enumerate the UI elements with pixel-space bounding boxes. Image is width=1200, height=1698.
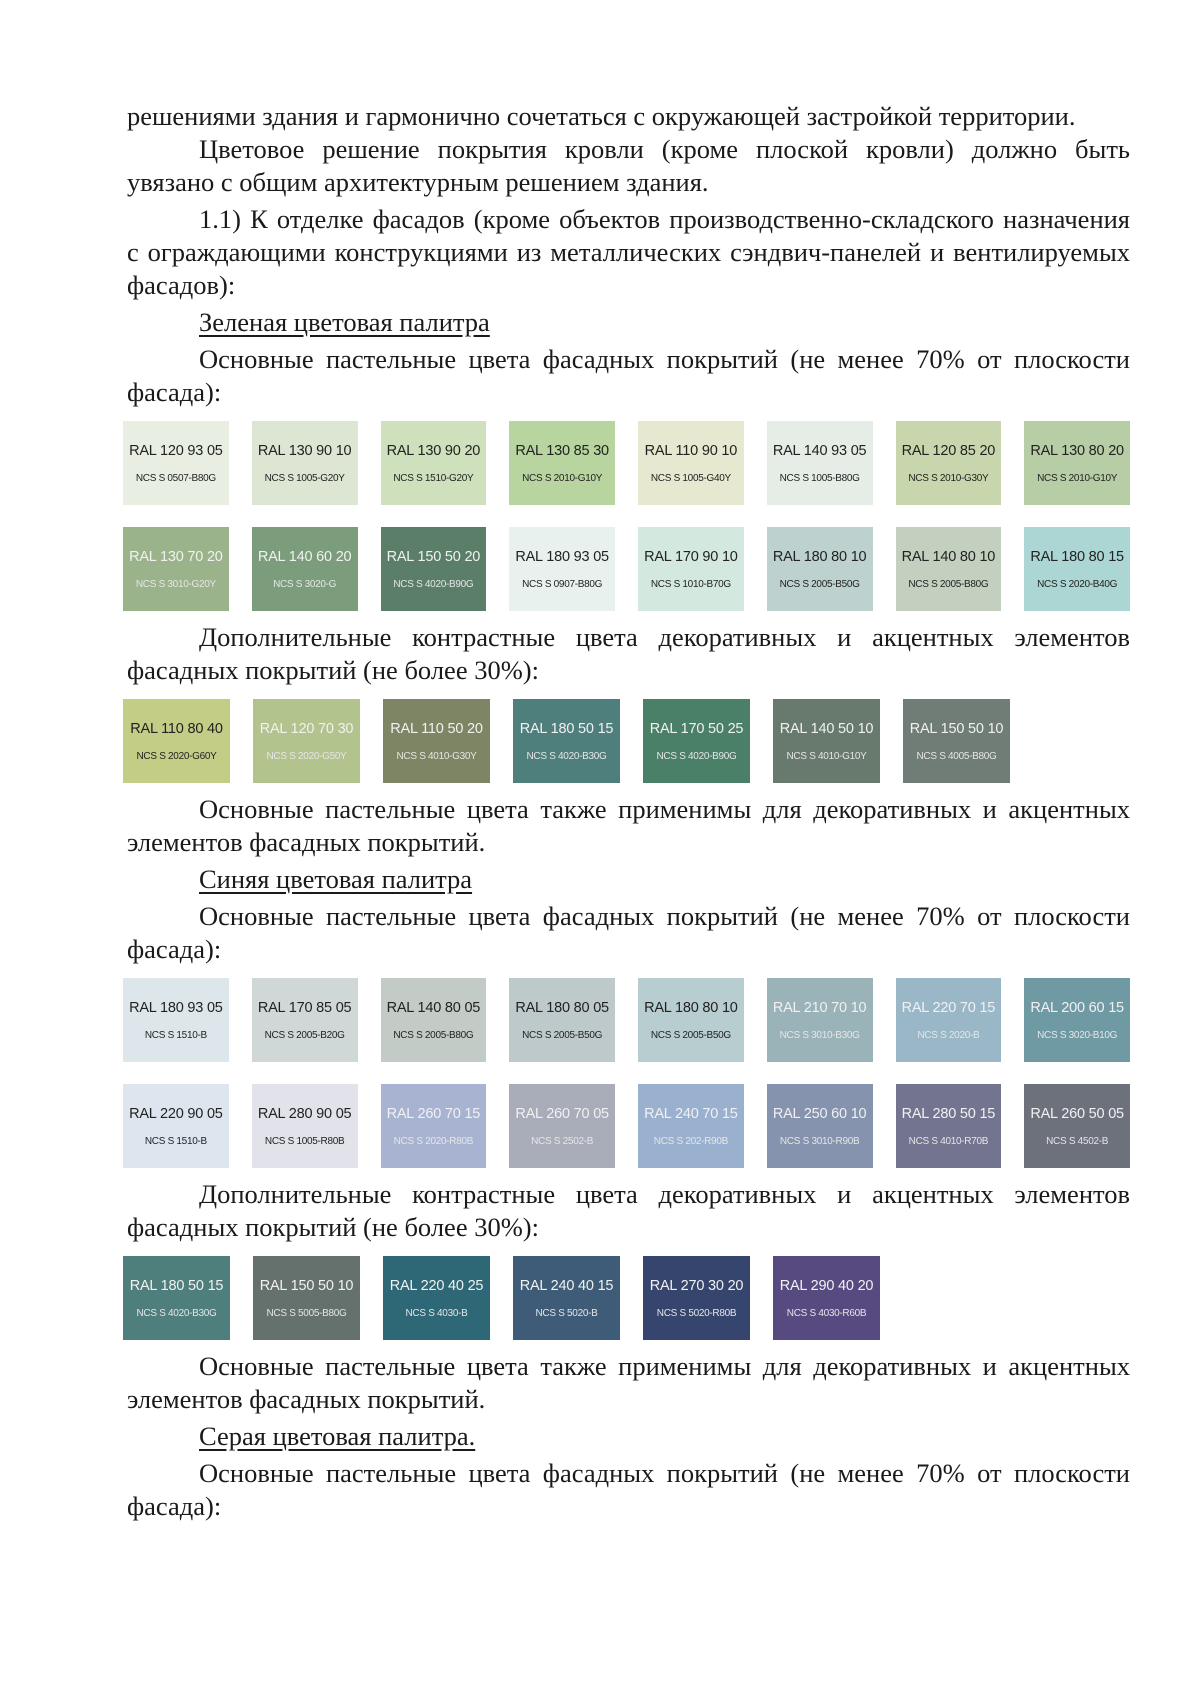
ncs-code: NCS S 3010-G20Y: [135, 578, 216, 590]
ral-code: RAL 120 93 05: [129, 442, 223, 459]
ral-code: RAL 140 80 10: [901, 548, 996, 565]
ncs-code: NCS S 2005-B80G: [393, 1029, 474, 1041]
ral-code: RAL 180 80 10: [772, 548, 867, 565]
blue-extra-swatch-grid: [123, 1256, 1130, 1340]
ncs-code: NCS S 3010-R90B: [779, 1135, 860, 1147]
ral-code: RAL 250 60 10: [772, 1105, 867, 1122]
ral-code: RAL 110 50 20: [390, 720, 483, 737]
color-swatch: [252, 527, 358, 611]
color-swatch: [896, 1084, 1002, 1168]
color-swatch: [896, 527, 1002, 611]
ral-code: RAL 150 50 20: [386, 548, 481, 565]
ncs-code: NCS S 4020-B30G: [136, 1307, 217, 1319]
color-swatch: [773, 699, 880, 783]
color-swatch: [638, 421, 744, 505]
ncs-code: NCS S 1005-R80B: [264, 1135, 345, 1147]
ncs-code: NCS S 2005-B20G: [264, 1029, 345, 1041]
ral-code: RAL 240 70 15: [644, 1105, 738, 1122]
green-extra-text: Дополнительные контрастные цвета декоративных и акцентных элементов фасадных покрытий (не более 30%):: [127, 622, 1130, 685]
ncs-code: NCS S 4005-B80G: [916, 750, 997, 762]
ral-code: RAL 220 40 25: [389, 1277, 484, 1294]
ncs-code: NCS S 5020-R80B: [656, 1307, 737, 1319]
ncs-code: NCS S 2005-B50G: [650, 1029, 731, 1041]
swatch-row: [123, 978, 1130, 1062]
ncs-code: NCS S 1010-B70G: [650, 578, 731, 590]
ncs-code: NCS S 3020-B10G: [1037, 1029, 1118, 1041]
blue-main-swatch-grid: [123, 978, 1130, 1168]
paragraph-facades: 1.1) К отделке фасадов (кроме объектов производственно-складского назначения с ограждающими конструкциями из металлических сэндвич-панелей и вентилируемых фасадов):: [127, 204, 1130, 300]
ral-code: RAL 140 80 05: [386, 999, 481, 1016]
swatch-row: [123, 699, 1130, 783]
ral-code: RAL 220 90 05: [129, 1105, 223, 1122]
swatch-row: [123, 1256, 1130, 1340]
ral-code: RAL 170 90 10: [644, 548, 738, 565]
color-swatch: [253, 1256, 360, 1340]
green-extra-swatch-grid: [123, 699, 1130, 783]
ral-code: RAL 110 80 40: [130, 720, 223, 737]
ncs-code: NCS S 202-R90B: [653, 1135, 728, 1147]
ral-code: RAL 180 93 05: [515, 548, 609, 565]
ral-code: RAL 120 85 20: [901, 442, 996, 459]
color-swatch: [123, 699, 230, 783]
ncs-code: NCS S 5020-B: [535, 1307, 598, 1319]
ral-code: RAL 240 40 15: [519, 1277, 614, 1294]
ral-code: RAL 290 40 20: [779, 1277, 874, 1294]
color-swatch: [767, 978, 873, 1062]
color-swatch: [123, 978, 229, 1062]
ncs-code: NCS S 2010-G10Y: [1037, 472, 1118, 484]
color-swatch: [638, 1084, 744, 1168]
swatch-row: [123, 527, 1130, 611]
ncs-code: NCS S 2502-B: [531, 1135, 594, 1147]
ral-code: RAL 260 50 05: [1030, 1105, 1124, 1122]
ral-code: RAL 180 50 15: [519, 720, 614, 737]
ncs-code: NCS S 4020-B30G: [526, 750, 607, 762]
swatch-row: [123, 421, 1130, 505]
green-after-text: Основные пастельные цвета также применимы для декоративных и акцентных элементов фасадных покрытий.: [127, 794, 1130, 857]
color-swatch: [1024, 1084, 1130, 1168]
color-swatch: [123, 421, 229, 505]
ncs-code: NCS S 0907-B80G: [522, 578, 603, 590]
color-swatch: [381, 421, 487, 505]
ral-code: RAL 140 93 05: [772, 442, 867, 459]
ral-code: RAL 130 85 30: [515, 442, 609, 459]
blue-main-text: Основные пастельные цвета фасадных покрытий (не менее 70% от плоскости фасада):: [127, 901, 1130, 964]
color-swatch: [896, 978, 1002, 1062]
ral-code: RAL 130 80 20: [1030, 442, 1124, 459]
color-swatch: [253, 699, 360, 783]
ral-code: RAL 130 90 10: [257, 442, 352, 459]
ncs-code: NCS S 2010-G10Y: [522, 472, 603, 484]
color-swatch: [903, 699, 1010, 783]
ncs-code: NCS S 3020-G: [273, 578, 337, 590]
green-main-text: Основные пастельные цвета фасадных покрытий (не менее 70% от плоскости фасада):: [127, 344, 1130, 407]
gray-main-text: Основные пастельные цвета фасадных покрытий (не менее 70% от плоскости фасада):: [127, 1458, 1130, 1521]
color-swatch: [638, 527, 744, 611]
color-swatch: [383, 1256, 490, 1340]
color-swatch: [1024, 421, 1130, 505]
ncs-code: NCS S 2005-B50G: [779, 578, 860, 590]
ncs-code: NCS S 4010-G30Y: [396, 750, 477, 762]
ncs-code: NCS S 2020-G60Y: [136, 750, 217, 762]
color-swatch: [773, 1256, 880, 1340]
green-main-swatch-grid: [123, 421, 1130, 611]
ral-code: RAL 130 70 20: [129, 548, 223, 565]
ral-code: RAL 180 80 10: [644, 999, 738, 1016]
ncs-code: NCS S 5005-B80G: [266, 1307, 347, 1319]
color-swatch: [383, 699, 490, 783]
ncs-code: NCS S 4030-R60B: [786, 1307, 867, 1319]
color-swatch: [123, 1084, 229, 1168]
color-swatch: [252, 421, 358, 505]
color-swatch: [381, 527, 487, 611]
ncs-code: NCS S 0507-B80G: [135, 472, 216, 484]
ncs-code: NCS S 2005-B50G: [522, 1029, 603, 1041]
ral-code: RAL 130 90 20: [386, 442, 481, 459]
ral-code: RAL 220 70 15: [901, 999, 996, 1016]
color-swatch: [1024, 978, 1130, 1062]
color-swatch: [509, 1084, 615, 1168]
ral-code: RAL 140 60 20: [257, 548, 352, 565]
blue-extra-text: Дополнительные контрастные цвета декоративных и акцентных элементов фасадных покрытий (не более 30%):: [127, 1179, 1130, 1242]
ral-code: RAL 180 93 05: [129, 999, 223, 1016]
ncs-code: NCS S 4030-B: [405, 1307, 468, 1319]
color-swatch: [643, 1256, 750, 1340]
ncs-code: NCS S 4020-B90G: [656, 750, 737, 762]
document-page: [127, 100, 1130, 1523]
swatch-row: [123, 1084, 1130, 1168]
ncs-code: NCS S 1510-B: [144, 1135, 207, 1147]
ral-code: RAL 170 50 25: [649, 720, 744, 737]
ncs-code: NCS S 1005-B80G: [779, 472, 860, 484]
color-swatch: [643, 699, 750, 783]
section-heading-green: Зеленая цветовая палитра: [199, 307, 490, 337]
ral-code: RAL 170 85 05: [257, 999, 352, 1016]
ncs-code: NCS S 2020-B: [917, 1029, 980, 1041]
ral-code: RAL 180 80 15: [1030, 548, 1124, 565]
ncs-code: NCS S 2020-B40G: [1037, 578, 1118, 590]
ncs-code: NCS S 2010-G30Y: [908, 472, 989, 484]
color-swatch: [123, 1256, 230, 1340]
color-swatch: [513, 699, 620, 783]
ncs-code: NCS S 1510-B: [144, 1029, 207, 1041]
ral-code: RAL 150 50 10: [909, 720, 1004, 737]
color-swatch: [509, 527, 615, 611]
color-swatch: [252, 1084, 358, 1168]
ncs-code: NCS S 2020-R80B: [393, 1135, 474, 1147]
color-swatch: [1024, 527, 1130, 611]
ncs-code: NCS S 2020-G50Y: [266, 750, 347, 762]
ncs-code: NCS S 4010-R70B: [908, 1135, 989, 1147]
ral-code: RAL 210 70 10: [772, 999, 867, 1016]
ral-code: RAL 180 80 05: [515, 999, 609, 1016]
ncs-code: NCS S 1510-G20Y: [393, 472, 474, 484]
color-swatch: [123, 527, 229, 611]
ral-code: RAL 280 50 15: [901, 1105, 996, 1122]
ncs-code: NCS S 4010-G10Y: [786, 750, 867, 762]
color-swatch: [252, 978, 358, 1062]
ral-code: RAL 120 70 30: [259, 720, 354, 737]
color-swatch: [896, 421, 1002, 505]
color-swatch: [638, 978, 744, 1062]
ral-code: RAL 180 50 15: [129, 1277, 224, 1294]
ral-code: RAL 140 50 10: [779, 720, 874, 737]
ral-code: RAL 200 60 15: [1030, 999, 1124, 1016]
ral-code: RAL 110 90 10: [644, 442, 738, 459]
ncs-code: NCS S 4502-B: [1046, 1135, 1109, 1147]
color-swatch: [509, 421, 615, 505]
ncs-code: NCS S 2005-B80G: [908, 578, 989, 590]
ncs-code: NCS S 1005-G20Y: [264, 472, 345, 484]
color-swatch: [767, 527, 873, 611]
ral-code: RAL 280 90 05: [257, 1105, 352, 1122]
section-heading-gray: Серая цветовая палитра.: [199, 1421, 476, 1451]
section-heading-blue: Синяя цветовая палитра: [199, 864, 473, 894]
ncs-code: NCS S 3010-B30G: [779, 1029, 860, 1041]
color-swatch: [513, 1256, 620, 1340]
paragraph-roof: Цветовое решение покрытия кровли (кроме плоской кровли) должно быть увязано с общим архитектурным решением здания.: [127, 134, 1130, 197]
ral-code: RAL 270 30 20: [649, 1277, 744, 1294]
ncs-code: NCS S 4020-B90G: [393, 578, 474, 590]
blue-after-text: Основные пастельные цвета также применимы для декоративных и акцентных элементов фасадных покрытий.: [127, 1351, 1130, 1414]
paragraph-intro: решениями здания и гармонично сочетаться с окружающей застройкой территории.: [127, 101, 1076, 131]
color-swatch: [767, 1084, 873, 1168]
color-swatch: [767, 421, 873, 505]
ncs-code: NCS S 1005-G40Y: [650, 472, 731, 484]
color-swatch: [509, 978, 615, 1062]
ral-code: RAL 260 70 05: [515, 1105, 609, 1122]
ral-code: RAL 150 50 10: [259, 1277, 354, 1294]
ral-code: RAL 260 70 15: [386, 1105, 481, 1122]
color-swatch: [381, 978, 487, 1062]
color-swatch: [381, 1084, 487, 1168]
